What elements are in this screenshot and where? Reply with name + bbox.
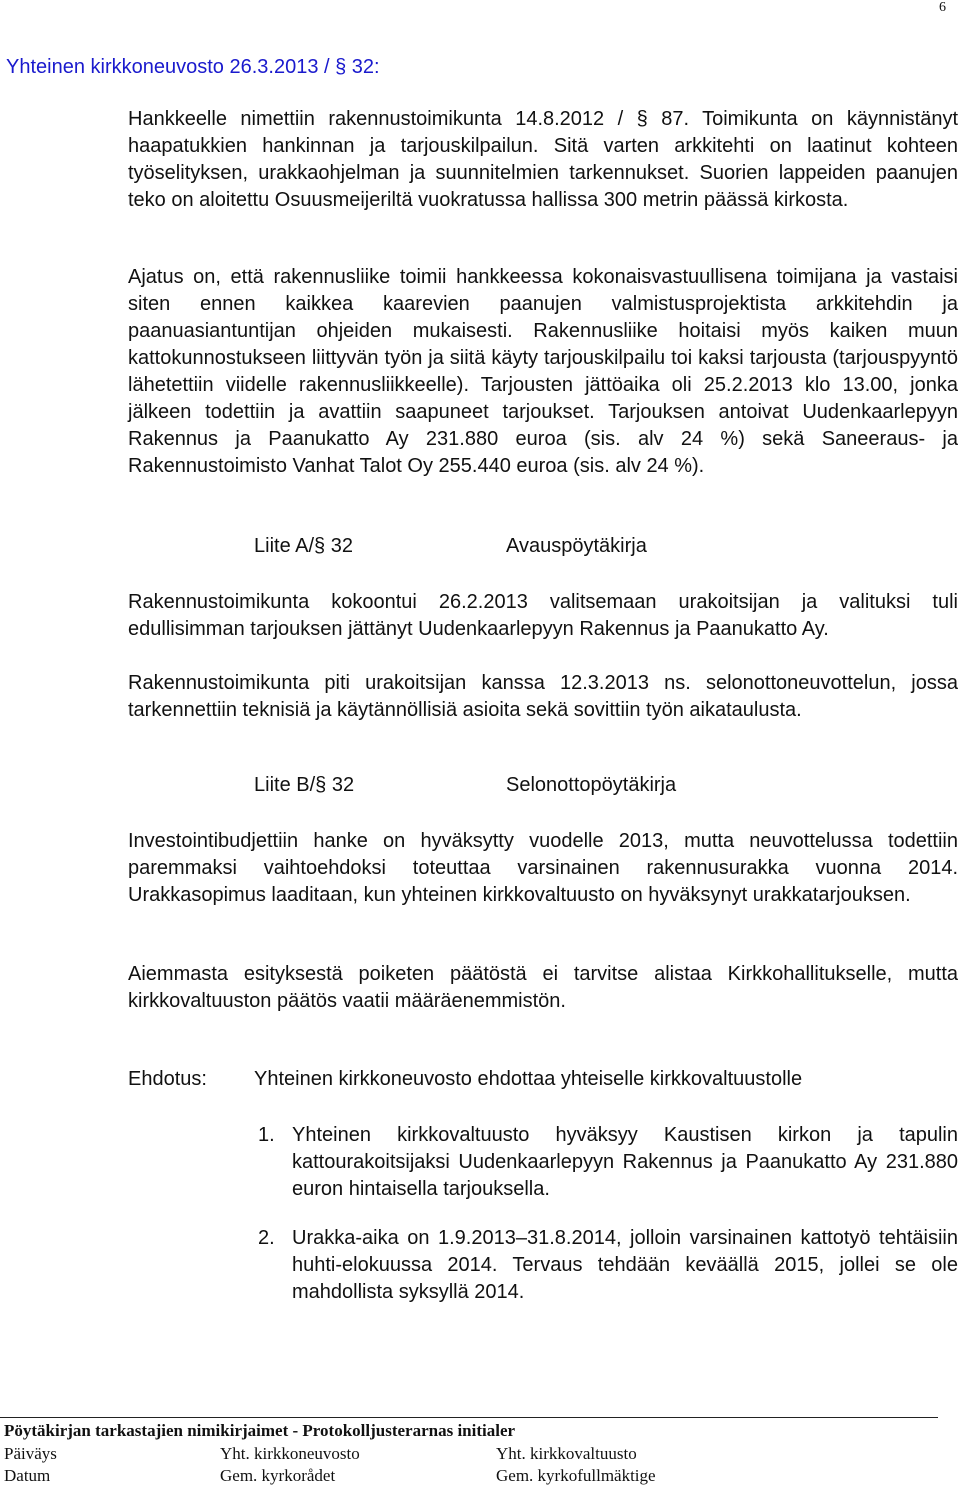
footer-date-sv: Datum [4,1466,51,1485]
footer-divider [0,1417,938,1418]
list-item-text: Yhteinen kirkkovaltuusto hyväksyy Kaustisen kirkon ja tapulin kattourakoitsijaksi Uudenkaarlepyyn Rakennus ja Paanukatto Ay 231.880 euron hintaisella tarjouksella. [292,1124,958,1200]
paragraph-tender-description: Ajatus on, että rakennusliike toimii hankkeessa kokonaisvastuullisena toimijana ja vastaisi siten ennen kaikkea kaarevien paanujen valmistusprojektista arkkitehdin ja paanuasiantuntijan ohjeiden mukaisesti. Rakennusliike hoitaisi myös kaiken muun kattokunnostukseen liittyvän työn ja siitä käyty tarjouskilpailu toi kaksi tarjousta (tarjouspyyntö lähetettiin viidelle rakennusliikkeelle). Tarjousten jättöaika oli 25.2.2013 klo 13.00, jonka jälkeen todettiin ja avattiin saapuneet tarjoukset. Tarjouksen antoivat Uudenkaarlepyyn Rakennus ja Paanukatto Ay 231.880 euroa (sis. alv 24 %) sekä Saneeraus- ja Rakennustoimisto Vanhat Talot Oy 255.440 euroa (sis. alv 24 %). [128,266,958,477]
footer-date-fi: Päiväys [4,1444,57,1463]
footer-assembly-sv: Gem. kyrkofullmäktige [496,1466,656,1485]
footer-council-fi: Yht. kirkkoneuvosto [220,1444,360,1463]
footer-council-sv: Gem. kyrkorådet [220,1466,336,1485]
attachment-a-ref: Liite A/§ 32 [254,535,353,557]
proposal-item-2 [258,1225,958,1306]
proposal-item-1 [258,1122,958,1203]
list-item-text: Urakka-aika on 1.9.2013–31.8.2014, jolloin varsinainen kattotyö tehtäisiin huhti-elokuussa 2014. Tervaus tehdään keväällä 2015, jollei se ole mahdollista syksyllä 2014. [292,1227,958,1303]
attachment-b-ref: Liite B/§ 32 [254,774,355,796]
footer-title: Pöytäkirjan tarkastajien nimikirjaimet - Protokolljusterarnas initialer [4,1421,516,1440]
proposal-intro: Yhteinen kirkkoneuvosto ehdottaa yhteiselle kirkkovaltuustolle [254,1068,803,1090]
attachment-b-title: Selonottopöytäkirja [506,774,677,796]
paragraph-project-committee: Hankkeelle nimettiin rakennustoimikunta 14.8.2012 / § 87. Toimikunta on käynnistänyt haapatukkien hankinnan ja tarjouskilpailun. Sitä varten arkkitehti on laatinut kohteen työselityksen, urakkaohjelman ja suunnitelmien tarkennukset. Suorien lappeiden paanujen teko on aloitettu Osuusmeijeriltä vuokratussa hallissa 300 metrin päässä kirkosta. [128,108,958,211]
page-number: 6 [939,0,946,15]
attachment-a-title: Avauspöytäkirja [506,535,647,557]
proposal-label: Ehdotus: [128,1068,207,1090]
paragraph-budget: Investointibudjettiin hanke on hyväksytty vuodelle 2013, mutta neuvottelussa todettiin paremmaksi vaihtoehdoksi toteuttaa varsinainen rakennusurakka vuonna 2014. Urakkasopimus laaditaan, kun yhteinen kirkkovaltuusto on hyväksynyt urakkatarjouksen. [128,830,958,906]
footer-assembly-fi: Yht. kirkkovaltuusto [496,1444,637,1463]
list-number: 2. [258,1227,275,1249]
paragraph-approval-note: Aiemmasta esityksestä poiketen päätöstä ei tarvitse alistaa Kirkkohallitukselle, mutta kirkkovaltuuston päätös vaatii määräenemmistön. [128,963,958,1012]
section-heading: Yhteinen kirkkoneuvosto 26.3.2013 / § 32: [6,56,380,78]
list-number: 1. [258,1124,275,1146]
paragraph-committee-meeting: Rakennustoimikunta kokoontui 26.2.2013 valitsemaan urakoitsijan ja valituksi tuli edullisimman tarjouksen jättänyt Uudenkaarlepyyn Rakennus ja Paanukatto Ay. [128,591,958,640]
paragraph-negotiation: Rakennustoimikunta piti urakoitsijan kanssa 12.3.2013 ns. selonottoneuvottelun, jossa tarkennettiin teknisiä ja käytännöllisiä asioita sekä sovittiin työn aikataulusta. [128,672,958,721]
